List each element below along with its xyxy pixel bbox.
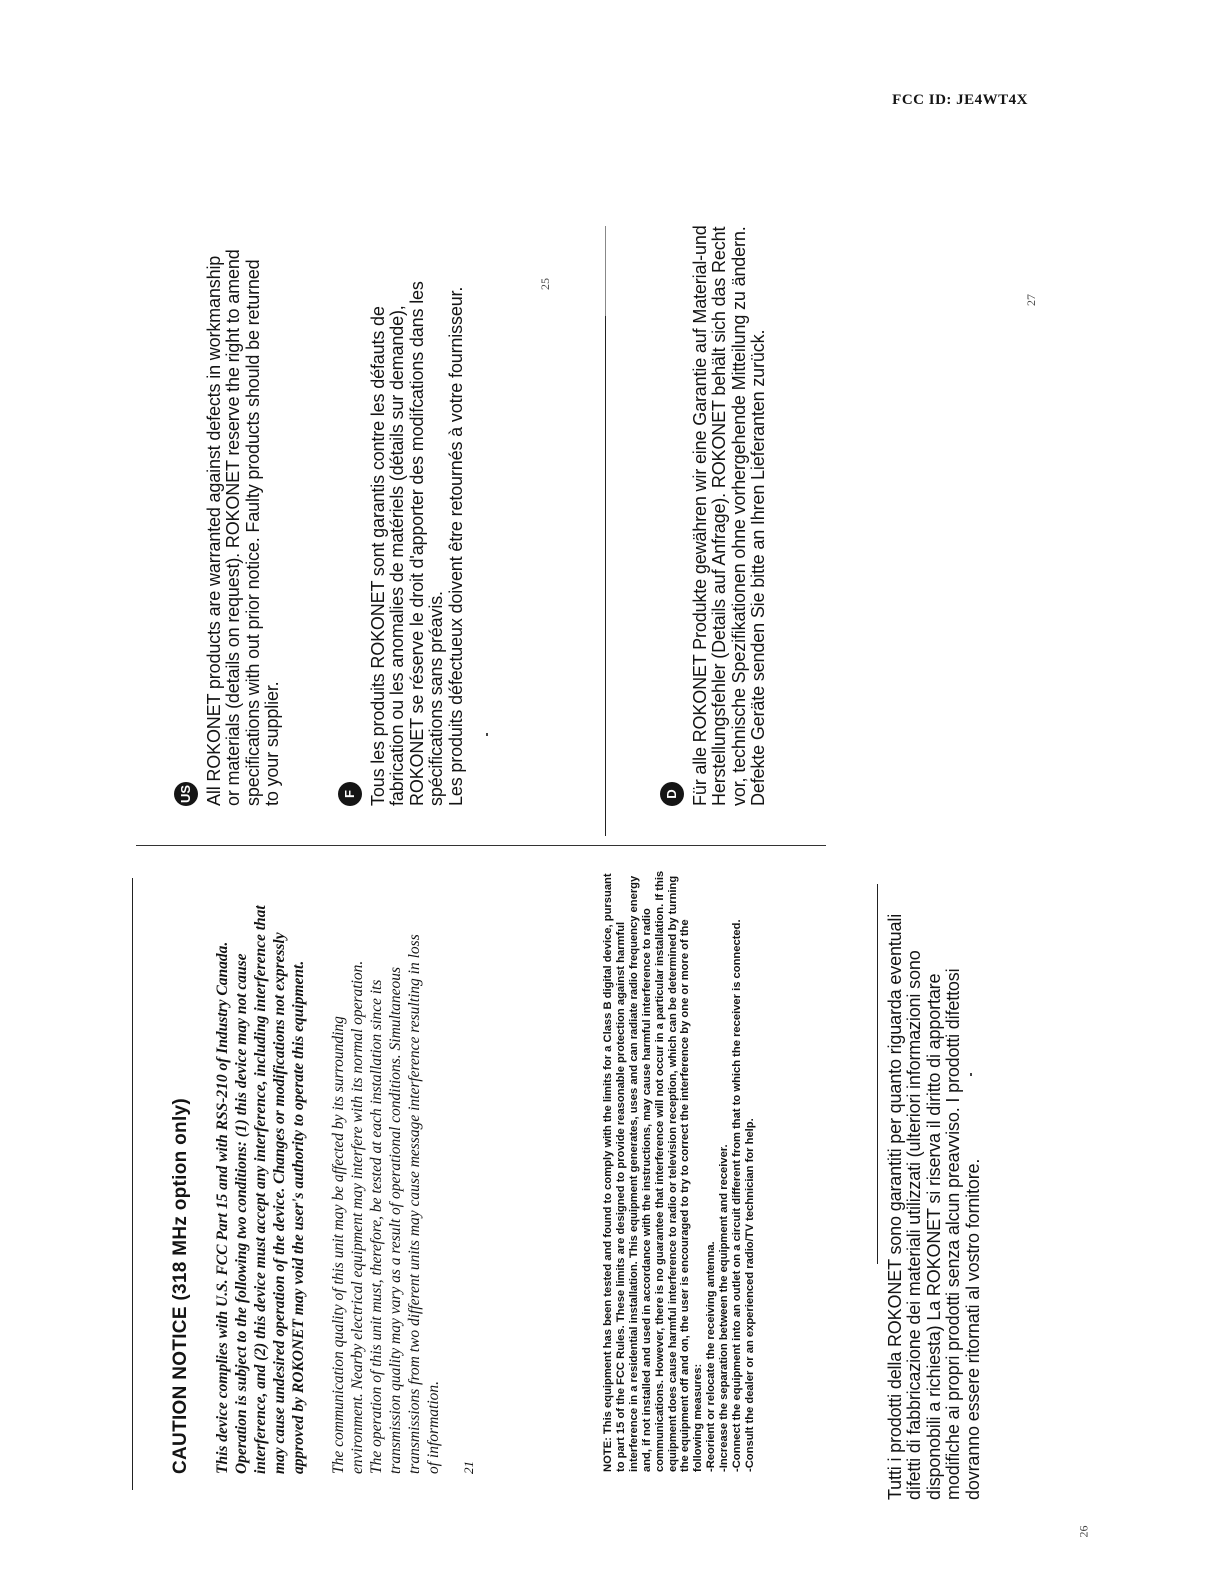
french-warranty-text-1: Tous les produits ROKONET sont garantis contre les défauts de fabrication ou les anomalies de matériels (détails sur demande), ROKONET se réserve le droit d'apporter des modifcations dans les spécifications sans préavis.	[368, 281, 447, 806]
german-warranty-text: Für alle ROKONET Produkte gewähren wir eine Garantie auf Material-und Herstellungsfehler (Details auf Anfrage). ROKONET behält sich das Recht vor, technische Spezifikationen ohne vorhergehende Mitteilung zu ändern. Defekte Geräte senden Sie bitte an Ihren Lieferanten zurück.	[690, 225, 769, 806]
italian-warranty-text: Tutti i prodotti della ROKONET sono garantiti per quanto riguarda eventuali difetti di fabbricazione dei materiali utilizzati (ulteriori informazioni sono disponobili a richiesta) La ROKONET si riserva il diritto di apportare modifiche ai propri prodotti senza alcun preavviso. I prodotti difettosi dovranno essere ritornati al vostro fornitore.	[885, 913, 983, 1500]
caution-title: CAUTION NOTICE (318 MHz option only)	[170, 1097, 191, 1474]
d-badge-icon: D	[660, 782, 684, 806]
french-page-number: 25	[538, 278, 552, 290]
measure-item: -Reorient or relocate the receiving antenna.	[705, 1241, 718, 1472]
f-badge-icon: F	[338, 782, 362, 806]
fcc-id-label: FCC ID: JE4WT4X	[892, 92, 1028, 108]
fcc-note-text: NOTE: This equipment has been tested and found to comply with the limits for a Class B digital device, pursuant to part 15 of the FCC Rules. These limits are designed to provide reasonable protection against harmful interference in a residential installation. This equipment generates, uses and can radiate radio frequency energy and, if not installed and used in accordance with the instructions, may cause harmful interference to radio communications. However, there is no guarantee that interference will not occur in a particular installation. If this equipment does cause harmful interference to radio or television reception, which can be determined by turning the equipment off and on, the user is encouraged to try to correct the interference by one or more of the following measures:	[602, 870, 705, 1472]
caution-page-number: 21	[461, 1461, 476, 1474]
caution-paragraph-1: This device complies with U.S. FCC Part 15 and with RSS-210 of Industry Canada. Operation is subject to the following two conditions: (1) this device may not cause interference, and (2) this device must accept any interference, including interference that may cause undesired operation of the device. Changes or modifications not expressly approved by ROKONET may void the user's authority to operate this equipment.	[214, 905, 307, 1474]
measure-item: -Increase the separation between the equipment and receiver.	[718, 1144, 731, 1472]
caution-paragraph-2: The communication quality of this unit may be affected by its surrounding environment. Nearby electrical equipment may interfere with its normal operation. The operation of this unit must, therefore, be tested at each installation since its transmission quality may vary as a result of operational conditions. Simultaneous transmissions from two different units may cause message interference resulting in loss of information.	[330, 934, 442, 1474]
measure-item: -Consult the dealer or an experienced radio/TV technician for help.	[743, 1118, 756, 1472]
us-badge-icon: US	[174, 782, 198, 806]
french-warranty-text-2: Les produits défectueux doivent être retournés à votre fournisseur.	[445, 286, 466, 806]
english-warranty-text: All ROKONET products are warranted against defects in workmanship or materials (details on request). ROKONET reserve the right to amend specifications with out prior notice. Faulty products should be returned to your supplier.	[204, 249, 283, 806]
italian-text-frame	[886, 900, 1026, 1500]
measure-item: -Connect the equipment into an outlet on a circuit different from that to which the receiver is connected.	[731, 919, 744, 1472]
german-page-number: 27	[1024, 294, 1038, 306]
italian-page-number: 26	[1076, 1525, 1091, 1538]
